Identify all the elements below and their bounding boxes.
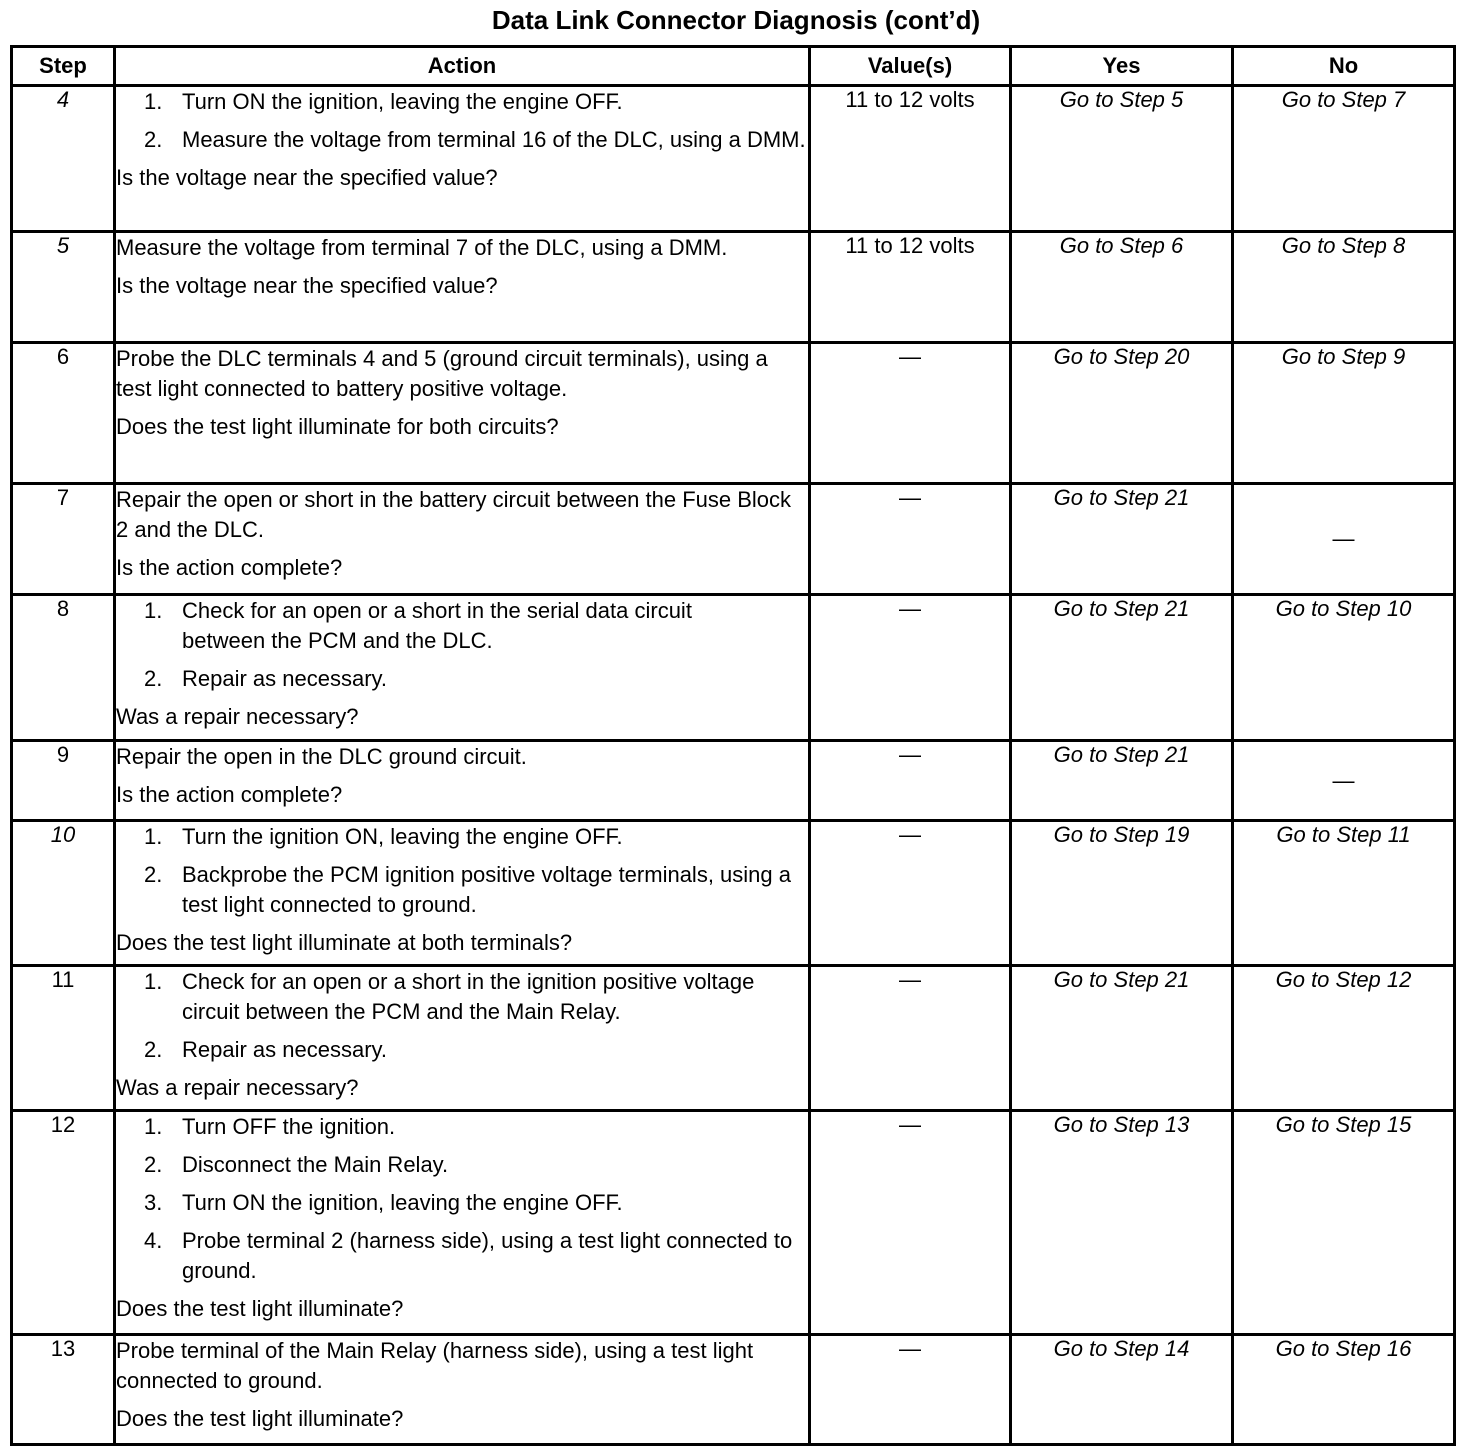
action-question: Was a repair necessary? xyxy=(116,1075,359,1100)
action-question: Does the test light illuminate for both circuits? xyxy=(116,414,559,439)
action-cell xyxy=(115,232,810,343)
header-row xyxy=(12,47,1455,86)
table-row xyxy=(12,232,1455,343)
no-cell: Go to Step 16 xyxy=(1233,1335,1455,1445)
yes-cell: Go to Step 13 xyxy=(1011,1111,1233,1335)
action-list-item: 2. Backprobe the PCM ignition positive voltage terminals, using a test light connected to ground. xyxy=(116,860,808,920)
yes-cell: Go to Step 6 xyxy=(1011,232,1233,343)
yes-cell: Go to Step 5 xyxy=(1011,86,1233,232)
action-cell xyxy=(115,595,810,741)
step-number: 6 xyxy=(12,343,115,484)
action-list-item: 2. Repair as necessary. xyxy=(116,1035,808,1065)
step-number: 5 xyxy=(12,232,115,343)
table-row xyxy=(12,484,1455,595)
table-row xyxy=(12,741,1455,821)
yes-cell: Go to Step 21 xyxy=(1011,741,1233,821)
yes-cell: Go to Step 21 xyxy=(1011,966,1233,1111)
page-title: Data Link Connector Diagnosis (cont’d) xyxy=(491,5,981,35)
action-cell xyxy=(115,821,810,966)
yes-cell: Go to Step 21 xyxy=(1011,484,1233,595)
action-list-item: 4. Probe terminal 2 (harness side), using a test light connected to ground. xyxy=(116,1226,808,1286)
no-cell: Go to Step 12 xyxy=(1233,966,1455,1111)
no-cell: Go to Step 10 xyxy=(1233,595,1455,741)
action-text: Measure the voltage from terminal 7 of the DLC, using a DMM. xyxy=(116,235,728,260)
no-cell: Go to Step 15 xyxy=(1233,1111,1455,1335)
step-number: 7 xyxy=(12,484,115,595)
action-list-item: 1. Turn the ignition ON, leaving the engine OFF. xyxy=(116,822,808,852)
step-number: 13 xyxy=(12,1335,115,1445)
action-item-text: Check for an open or a short in the serial data circuit between the PCM and the DLC. xyxy=(182,598,692,653)
step-number: 10 xyxy=(12,821,115,966)
action-text: Probe the DLC terminals 4 and 5 (ground circuit terminals), using a test light connected to battery positive voltage. xyxy=(116,346,768,401)
action-question: Is the voltage near the specified value? xyxy=(116,165,498,190)
action-list-item: 1. Check for an open or a short in the ignition positive voltage circuit between the PCM and the Main Relay. xyxy=(116,967,808,1027)
table-row xyxy=(12,1111,1455,1335)
action-list-item: 1. Turn OFF the ignition. xyxy=(116,1112,808,1142)
step-number: 12 xyxy=(12,1111,115,1335)
action-question: Is the voltage near the specified value? xyxy=(116,273,498,298)
header-values: Value(s) xyxy=(810,47,1011,86)
header-no: No xyxy=(1233,47,1455,86)
action-list-item: 2. Disconnect the Main Relay. xyxy=(116,1150,808,1180)
yes-cell: Go to Step 21 xyxy=(1011,595,1233,741)
header-step: Step xyxy=(12,47,115,86)
value-cell: — xyxy=(810,343,1011,484)
action-item-text: Turn OFF the ignition. xyxy=(182,1114,396,1139)
action-question: Does the test light illuminate? xyxy=(116,1406,404,1431)
action-item-text: Turn ON the ignition, leaving the engine OFF. xyxy=(182,89,623,114)
no-cell: Go to Step 8 xyxy=(1233,232,1455,343)
action-cell xyxy=(115,966,810,1111)
table-row xyxy=(12,343,1455,484)
action-text: Repair the open or short in the battery circuit between the Fuse Block 2 and the DLC. xyxy=(116,487,792,542)
action-item-text: Disconnect the Main Relay. xyxy=(182,1152,449,1177)
table-row xyxy=(12,821,1455,966)
yes-cell: Go to Step 14 xyxy=(1011,1335,1233,1445)
action-item-text: Repair as necessary. xyxy=(182,666,388,691)
no-cell: — xyxy=(1233,484,1455,595)
diagnosis-table xyxy=(10,45,1456,1446)
action-item-text: Probe terminal 2 (harness side), using a test light connected to ground. xyxy=(182,1228,793,1283)
action-cell xyxy=(115,484,810,595)
action-item-text: Turn the ignition ON, leaving the engine OFF. xyxy=(182,824,623,849)
table-row xyxy=(12,1335,1455,1445)
action-question: Was a repair necessary? xyxy=(116,704,359,729)
value-cell: — xyxy=(810,595,1011,741)
no-cell: — xyxy=(1233,741,1455,821)
header-action: Action xyxy=(115,47,810,86)
value-cell: 11 to 12 volts xyxy=(810,86,1011,232)
action-list-item: 2. Repair as necessary. xyxy=(116,664,808,694)
action-list-item: 1. Turn ON the ignition, leaving the engine OFF. xyxy=(116,87,808,117)
no-cell: Go to Step 11 xyxy=(1233,821,1455,966)
step-number: 9 xyxy=(12,741,115,821)
action-question: Is the action complete? xyxy=(116,555,343,580)
action-cell xyxy=(115,343,810,484)
value-cell: — xyxy=(810,1335,1011,1445)
table-row xyxy=(12,86,1455,232)
value-cell: 11 to 12 volts xyxy=(810,232,1011,343)
action-question: Does the test light illuminate at both terminals? xyxy=(116,930,573,955)
action-item-text: Turn ON the ignition, leaving the engine OFF. xyxy=(182,1190,623,1215)
action-list-item: 3. Turn ON the ignition, leaving the engine OFF. xyxy=(116,1188,808,1218)
action-item-text: Measure the voltage from terminal 16 of the DLC, using a DMM. xyxy=(182,127,806,152)
no-cell: Go to Step 7 xyxy=(1233,86,1455,232)
action-text: Repair the open in the DLC ground circuit. xyxy=(116,744,527,769)
action-list-item: 1. Check for an open or a short in the serial data circuit between the PCM and the DLC. xyxy=(116,596,808,656)
table-row xyxy=(12,966,1455,1111)
action-item-text: Check for an open or a short in the ignition positive voltage circuit between the PCM and the Main Relay. xyxy=(182,969,755,1024)
action-list-item: 2. Measure the voltage from terminal 16 of the DLC, using a DMM. xyxy=(116,125,808,155)
yes-cell: Go to Step 20 xyxy=(1011,343,1233,484)
step-number: 4 xyxy=(12,86,115,232)
value-cell: — xyxy=(810,966,1011,1111)
action-item-text: Repair as necessary. xyxy=(182,1037,388,1062)
step-number: 11 xyxy=(12,966,115,1111)
action-cell xyxy=(115,741,810,821)
header-yes: Yes xyxy=(1011,47,1233,86)
action-question: Is the action complete? xyxy=(116,782,343,807)
value-cell: — xyxy=(810,741,1011,821)
value-cell: — xyxy=(810,1111,1011,1335)
action-cell xyxy=(115,1335,810,1445)
yes-cell: Go to Step 19 xyxy=(1011,821,1233,966)
action-question: Does the test light illuminate? xyxy=(116,1296,404,1321)
no-cell: Go to Step 9 xyxy=(1233,343,1455,484)
action-cell xyxy=(115,86,810,232)
step-number: 8 xyxy=(12,595,115,741)
value-cell: — xyxy=(810,821,1011,966)
action-cell xyxy=(115,1111,810,1335)
action-text: Probe terminal of the Main Relay (harness side), using a test light connected to ground. xyxy=(116,1338,754,1393)
action-item-text: Backprobe the PCM ignition positive voltage terminals, using a test light connected to ground. xyxy=(182,862,791,917)
table-row xyxy=(12,595,1455,741)
value-cell: — xyxy=(810,484,1011,595)
